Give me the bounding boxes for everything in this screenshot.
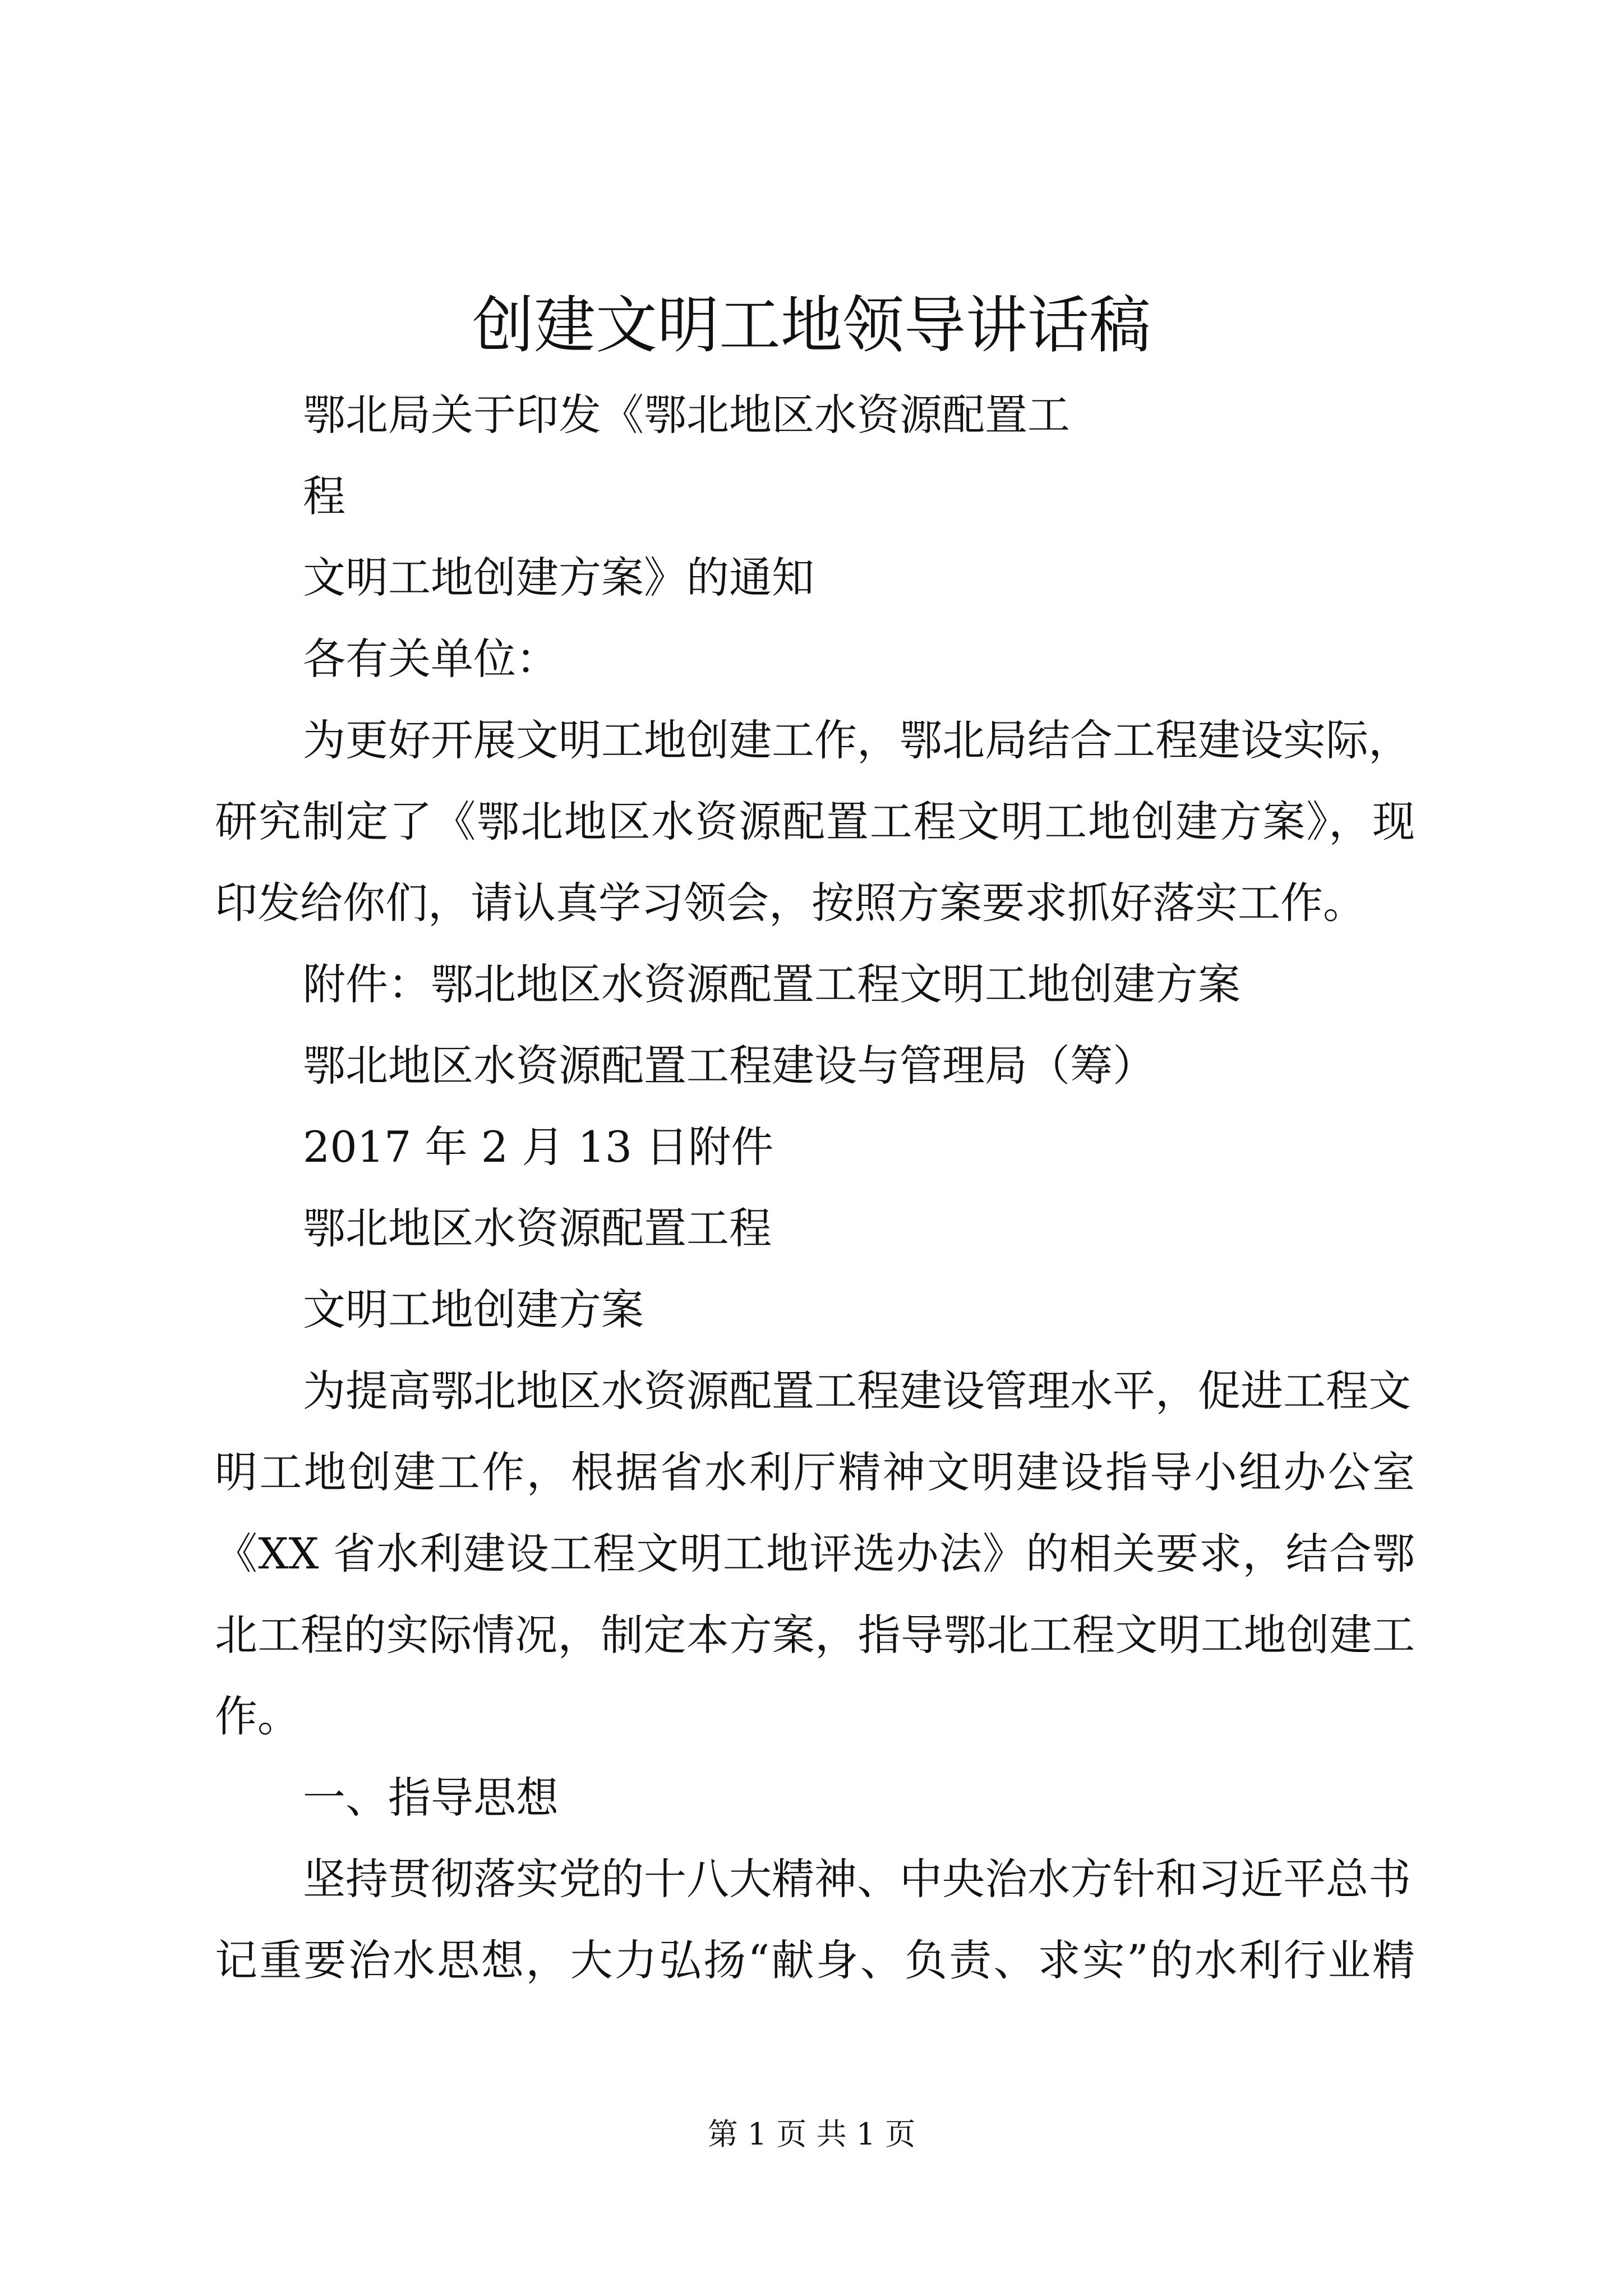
body-paragraph-line: 为提高鄂北地区水资源配置工程建设管理水平，促进工程文 bbox=[303, 1366, 1411, 1416]
page-footer: 第 1 页 共 1 页 bbox=[707, 2116, 916, 2152]
notice-title-line-2: 程 bbox=[303, 471, 345, 521]
document-title: 创建文明工地领导讲话稿 bbox=[472, 289, 1151, 361]
body-paragraph-line: 作。 bbox=[215, 1691, 300, 1741]
notice-title-line-3: 文明工地创建方案》的通知 bbox=[303, 553, 814, 602]
body-paragraph-line: 坚持贯彻落实党的十八大精神、中央治水方针和习近平总书 bbox=[303, 1854, 1411, 1904]
body-paragraph-line: 记重要治水思想，大力弘扬“献身、负责、求实”的水利行业精 bbox=[215, 1935, 1415, 1985]
body-paragraph-line: 印发给你们，请认真学习领会，按照方案要求抓好落实工作。 bbox=[215, 878, 1366, 928]
plan-title-line-1: 鄂北地区水资源配置工程 bbox=[303, 1203, 772, 1253]
body-paragraph-line: 明工地创建工作，根据省水利厅精神文明建设指导小组办公室 bbox=[215, 1447, 1415, 1497]
plan-title-line-2: 文明工地创建方案 bbox=[303, 1285, 644, 1335]
body-paragraph-line: 北工程的实际情况，制定本方案，指导鄂北工程文明工地创建工 bbox=[215, 1610, 1415, 1660]
body-paragraph-line: 为更好开展文明工地创建工作，鄂北局结合工程建设实际， bbox=[303, 715, 1411, 765]
section-heading: 一、指导思想 bbox=[303, 1773, 559, 1823]
notice-title-line-1: 鄂北局关于印发《鄂北地区水资源配置工 bbox=[303, 390, 1070, 440]
issuer-line: 鄂北地区水资源配置工程建设与管理局（筹） bbox=[303, 1041, 1155, 1091]
body-paragraph-line: 研究制定了《鄂北地区水资源配置工程文明工地创建方案》，现 bbox=[215, 797, 1415, 846]
body-paragraph-line: 《XX 省水利建设工程文明工地评选办法》的相关要求，结合鄂 bbox=[215, 1529, 1415, 1579]
attachment-line: 附件：鄂北地区水资源配置工程文明工地创建方案 bbox=[303, 959, 1241, 1009]
date-line: 2017 年 2 月 13 日附件 bbox=[303, 1122, 774, 1172]
salutation: 各有关单位： bbox=[303, 634, 559, 684]
